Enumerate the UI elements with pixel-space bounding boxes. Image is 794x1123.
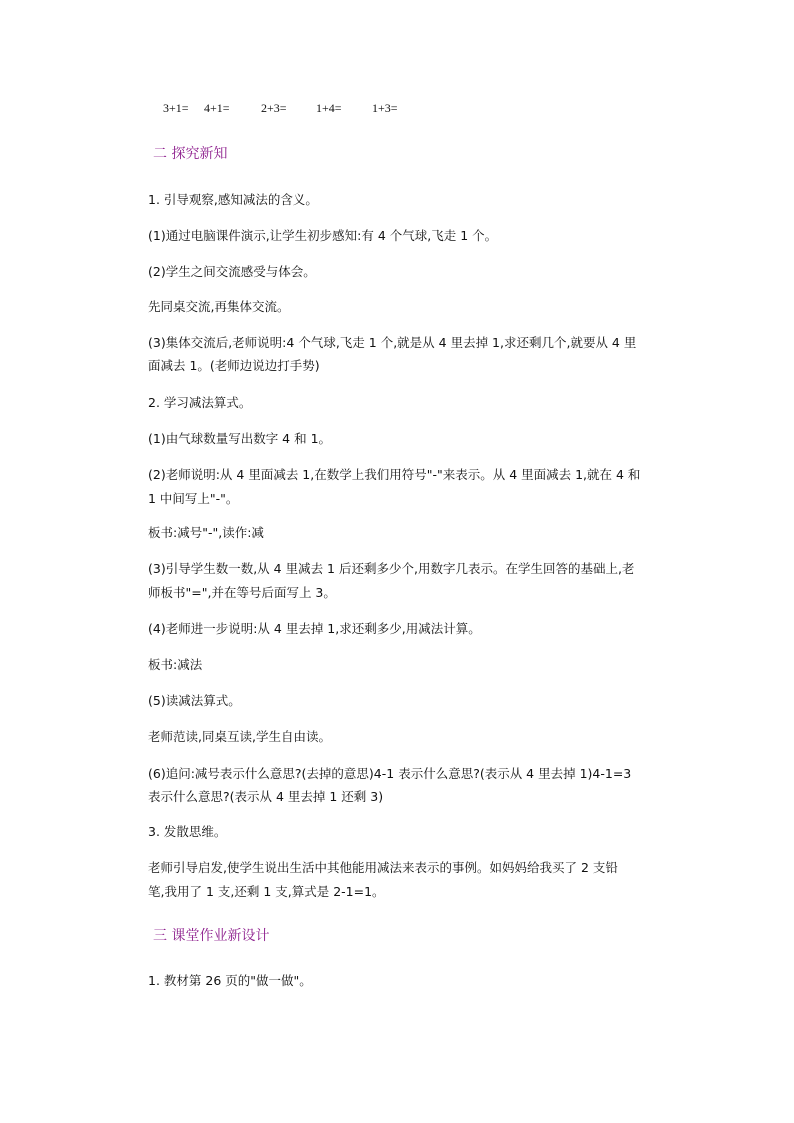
paragraph: (3)集体交流后,老师说明:4 个气球,飞走 1 个,就是从 4 里去掉 1,求还剩几个,就要从 4 里 — [148, 335, 637, 350]
paragraph: 板书:减号"-",读作:减 — [148, 525, 264, 540]
section-heading-explore: 二 探究新知 — [153, 146, 228, 162]
paragraph: (2)学生之间交流感受与体会。 — [148, 264, 316, 279]
paragraph: (5)读减法算式。 — [148, 693, 241, 708]
paragraph: 笔,我用了 1 支,还剩 1 支,算式是 2-1=1。 — [148, 884, 385, 899]
paragraph: 板书:减法 — [148, 657, 203, 672]
paragraph: (1)由气球数量写出数字 4 和 1。 — [148, 431, 332, 446]
paragraph: 1. 教材第 26 页的"做一做"。 — [148, 973, 312, 988]
paragraph: (1)通过电脑课件演示,让学生初步感知:有 4 个气球,飞走 1 个。 — [148, 228, 498, 243]
paragraph: (3)引导学生数一数,从 4 里减去 1 后还剩多少个,用数字几表示。在学生回答的基础上,老 — [148, 561, 635, 576]
equation-1: 3+1= — [163, 101, 189, 115]
paragraph: 老师引导启发,使学生说出生活中其他能用减法来表示的事例。如妈妈给我买了 2 支铅 — [148, 860, 618, 875]
paragraph: 师板书"=",并在等号后面写上 3。 — [148, 585, 336, 600]
paragraph: 2. 学习减法算式。 — [148, 395, 252, 410]
paragraph: 老师范读,同桌互读,学生自由读。 — [148, 729, 331, 744]
paragraph: 先同桌交流,再集体交流。 — [148, 299, 290, 314]
equation-2: 4+1= — [204, 101, 230, 115]
paragraph: (6)追问:减号表示什么意思?(去掉的意思)4-1 表示什么意思?(表示从 4 里去掉 1)4-1=3 — [148, 766, 632, 781]
paragraph: 表示什么意思?(表示从 4 里去掉 1 还剩 3) — [148, 789, 384, 804]
equation-4: 1+4= — [316, 101, 342, 115]
section-heading-homework: 三 课堂作业新设计 — [153, 928, 270, 944]
paragraph: (4)老师进一步说明:从 4 里去掉 1,求还剩多少,用减法计算。 — [148, 621, 481, 636]
paragraph: 1. 引导观察,感知减法的含义。 — [148, 192, 318, 207]
equation-3: 2+3= — [261, 101, 287, 115]
paragraph: (2)老师说明:从 4 里面减去 1,在数学上我们用符号"-"来表示。从 4 里面减去 1,就在 4 和 — [148, 467, 641, 482]
paragraph: 3. 发散思维。 — [148, 824, 227, 839]
equation-5: 1+3= — [372, 101, 398, 115]
paragraph: 1 中间写上"-"。 — [148, 491, 239, 506]
paragraph: 面减去 1。(老师边说边打手势) — [148, 358, 320, 373]
